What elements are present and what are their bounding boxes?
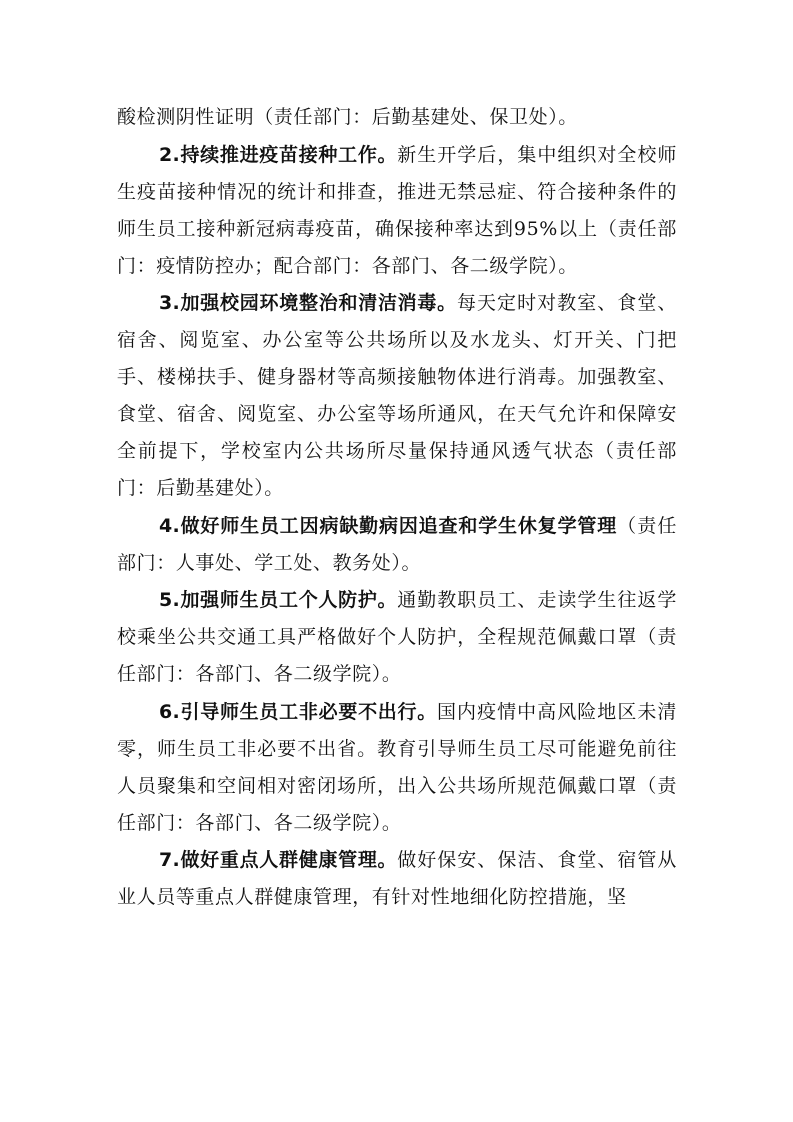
paragraph-item-2	[117, 137, 677, 285]
paragraph-continued	[117, 99, 677, 136]
paragraph-text: 新生开学后，集中组织对全校师生疫苗接种情况的统计和排查，推进无禁忌症、符合接种条件的师生员工接种新冠病毒疫苗，确保接种率达到95%以上（责任部门：疫情防控办；配合部门：各部门、各二级学院）。	[117, 143, 677, 277]
paragraph-item-5	[117, 582, 677, 693]
paragraph-item-4	[117, 508, 677, 582]
paragraph-item-6	[117, 694, 677, 842]
paragraph-text: （责任部门：人事处、学工处、教务处）。	[117, 514, 677, 574]
document-body	[117, 99, 677, 917]
paragraph-heading: 6.引导师生员工非必要不出行。	[159, 700, 438, 723]
paragraph-heading: 4.做好师生员工因病缺勤病因追查和学生休复学管理	[159, 514, 618, 537]
paragraph-heading: 5.加强师生员工个人防护。	[159, 589, 398, 611]
paragraph-item-3	[117, 285, 677, 507]
paragraph-text: 每天定时对教室、食堂、宿舍、阅览室、办公室等公共场所以及水龙头、灯开关、门把手、楼梯扶手、健身器材等高频接触物体进行消毒。加强教室、食堂、宿舍、阅览室、办公室等场所通风，在天气允许和保障安全前提下，学校室内公共场所尽量保持通风透气状态（责任部门：后勤基建处）。	[117, 292, 677, 499]
paragraph-item-7	[117, 842, 677, 916]
paragraph-heading: 2.持续推进疫苗接种工作。	[159, 143, 398, 166]
paragraph-text: 通勤教职员工、走读学生往返学校乘坐公共交通工具严格做好个人防护，全程规范佩戴口罩（责任部门：各部门、各二级学院）。	[117, 589, 677, 685]
paragraph-text: 酸检测阴性证明（责任部门：后勤基建处、保卫处）。	[117, 106, 578, 128]
paragraph-text: 做好保安、保洁、食堂、宿管从业人员等重点人群健康管理，有针对性地细化防控措施，坚	[117, 849, 677, 908]
paragraph-heading: 3.加强校园环境整治和清洁消毒。	[159, 292, 457, 314]
paragraph-heading: 7.做好重点人群健康管理。	[159, 849, 398, 871]
paragraph-text: 国内疫情中高风险地区未清零，师生员工非必要不出省。教育引导师生员工尽可能避免前往人员聚集和空间相对密闭场所，出入公共场所规范佩戴口罩（责任部门：各部门、各二级学院）。	[117, 700, 677, 834]
